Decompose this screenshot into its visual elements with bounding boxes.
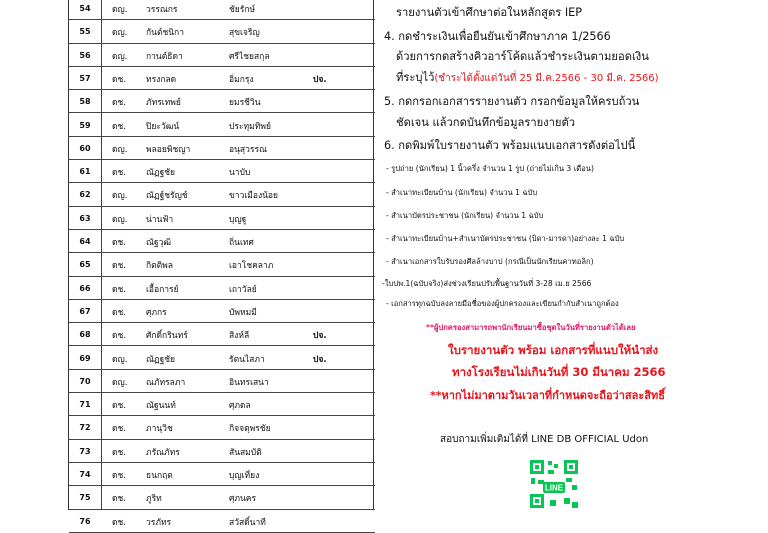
submission-deadline: ทางโรงเรียนไม่เกินวันที่ 30 มีนาคม 2566	[452, 365, 666, 379]
last-name: ถิ่นเทศ	[229, 238, 254, 248]
qr-code-icon	[528, 458, 580, 510]
doc-item: - สำเนาบัตรประชาชน (นักเรียน) จำนวน 1 ฉบับ	[386, 211, 544, 220]
table-row	[69, 20, 375, 43]
mark-label: ปจ.	[313, 74, 327, 85]
last-name: ชัยรักษ์	[229, 5, 256, 15]
first-name: ณัฏฐชัย	[146, 168, 176, 179]
name-prefix: ดช.	[112, 494, 126, 505]
name-prefix: ดญ.	[112, 214, 128, 225]
first-name: ภูริท	[146, 494, 162, 505]
student-roster-table	[68, 0, 374, 528]
last-name: เถาวัลย์	[229, 284, 257, 295]
row-number: 68	[79, 330, 91, 340]
name-prefix: ดช.	[112, 307, 126, 318]
row-number: 67	[79, 306, 91, 316]
name-prefix: ดช.	[112, 261, 126, 272]
last-name: สวัสดิ์นาที	[229, 517, 266, 528]
first-name: ภรัณภัทร	[146, 447, 180, 458]
first-name: ศุภกร	[146, 307, 167, 318]
row-number: 72	[79, 423, 91, 433]
table-row	[69, 277, 375, 300]
last-name: เอาโชคลาภ	[229, 261, 274, 272]
last-name: อินทรเสนา	[229, 377, 269, 388]
first-name: ภัทรเทพย์	[146, 98, 181, 109]
table-row	[69, 486, 375, 509]
row-number: 70	[79, 376, 91, 386]
table-row	[69, 347, 375, 370]
row-number: 54	[79, 4, 91, 13]
doc-item: - สำเนาทะเบียนบ้าน (นักเรียน) จำนวน 1 ฉบับ	[386, 188, 538, 197]
doc-item: -ใบปพ.1(ฉบับจริง)ส่งช่วงเรียนปรับพื้นฐานวันที่ 3-28 เม.ย 2566	[382, 279, 592, 288]
name-prefix: ดญ.	[112, 51, 128, 62]
name-prefix: ดช.	[112, 284, 126, 295]
name-prefix: ดญ.	[112, 354, 128, 365]
name-prefix: ดญ.	[112, 28, 128, 39]
first-name: วรภัทร	[146, 517, 172, 528]
last-name: บุญเที่ยง	[229, 471, 260, 481]
row-number: 57	[79, 73, 91, 83]
row-number: 75	[79, 493, 91, 503]
mark-label: ปจ.	[313, 354, 327, 365]
name-prefix: ดช.	[112, 331, 126, 342]
last-name: ยมรชีวิน	[229, 98, 261, 109]
line-qr-code[interactable]	[528, 458, 580, 510]
line-contact: สอบถามเพิ่มเติมได้ที่ LINE DB OFFICIAL Udon	[440, 434, 649, 445]
row-number: 66	[79, 283, 91, 293]
table-row	[69, 463, 375, 486]
last-name: อนุสุวรรณ	[229, 144, 267, 155]
last-name: กิจจตุพรชัย	[229, 424, 271, 435]
table-row	[69, 0, 375, 20]
first-name: กิตติพล	[146, 261, 173, 272]
first-name: ณภัทรลภา	[146, 377, 186, 388]
step-4-payment: 4. กดชำระเงินเพื่อยืนยันเข้าศึกษาภาค 1/2566	[384, 30, 611, 43]
name-prefix: ดช.	[112, 238, 126, 248]
table-row	[69, 440, 375, 463]
table-row	[69, 44, 375, 67]
name-prefix: ดช.	[112, 74, 126, 85]
step-5-detail: ชัดเจน แล้วกดบันทึกข้อมูลรายงายตัว	[396, 116, 576, 129]
first-name: ภานุวิช	[146, 424, 173, 435]
last-name: ศุภนคร	[229, 494, 257, 505]
first-name: ทรงกลด	[146, 74, 177, 85]
instructions-panel	[378, 0, 768, 510]
first-name: พลอยพิชญา	[146, 144, 191, 155]
payment-period: (ชำระได้ตั้งแต่วันที่ 25 มี.ค.2566 - 30 มี.ค. 2566)	[434, 73, 659, 84]
table-row	[69, 207, 375, 230]
table-row	[69, 67, 375, 90]
last-name: ประทุมทิพย์	[229, 121, 271, 132]
first-name: ปิยะวัฒน์	[146, 121, 180, 132]
table-row	[69, 393, 375, 416]
first-name: ณัฐนนท์	[146, 401, 176, 412]
name-prefix: ดญ.	[112, 144, 128, 155]
last-name: ศรีไชยสกุล	[229, 51, 270, 62]
table-row	[69, 114, 375, 137]
name-prefix: ดญ.	[112, 377, 128, 388]
first-name: วรรณกร	[146, 5, 178, 15]
doc-item: - รูปถ่าย (นักเรียน) 1 นิ้วครึ่ง จำนวน 1 รูป (ถ่ายไม่เกิน 3 เดือน)	[386, 164, 594, 173]
row-number: 64	[79, 237, 91, 246]
first-name: กานต์ธิดา	[146, 51, 183, 62]
row-number: 58	[79, 97, 91, 107]
doc-item: - เอกสารทุกฉบับลงลายมือชื่อของผู้ปกครองและเขียนกำกับสำเนาถูกต้อง	[386, 299, 619, 308]
doc-item: - สำเนาทะเบียนบ้าน+สำเนาบัตรประชาชน (บิดา-มารดา)อย่างละ 1 ฉบับ	[386, 234, 625, 243]
last-name: ศุภดล	[229, 401, 251, 412]
name-prefix: ดช.	[112, 447, 126, 458]
first-name: เอื้อการย์	[146, 284, 179, 295]
name-prefix: ดช.	[112, 424, 126, 435]
row-number: 60	[79, 143, 91, 153]
step-5-fill-form: 5. กดกรอกเอกสารรายงานตัว กรอกข้อมูลให้ครบถ้วน	[384, 95, 640, 108]
name-prefix: ดช.	[112, 471, 126, 481]
last-name: บัพหมมี	[229, 307, 257, 318]
last-name: รัตนไสภา	[229, 354, 265, 365]
table-row	[69, 300, 375, 323]
table-row	[69, 510, 375, 533]
table-row	[69, 183, 375, 206]
name-prefix: ดญ.	[112, 5, 128, 15]
row-number: 55	[79, 27, 91, 37]
step-6-print: 6. กดพิมพ์ใบรายงานตัว พร้อมแนบเอกสารดังต่อไปนี้	[384, 139, 636, 152]
forfeit-warning: **หากไม่มาตามวันเวลาที่กำหนดจะถือว่าสละสิทธิ์	[430, 389, 665, 402]
row-number: 65	[79, 260, 91, 270]
table-row	[69, 137, 375, 160]
row-number: 76	[79, 516, 91, 526]
row-number: 56	[79, 50, 91, 60]
first-name: กันต์ชนิกา	[146, 28, 184, 39]
last-name: บุญฐู	[229, 214, 247, 225]
name-prefix: ดช.	[112, 168, 126, 179]
row-number: 61	[79, 167, 91, 177]
name-prefix: ดญ.	[112, 191, 128, 202]
iep-report-line: รายงานตัวเข้าศึกษาต่อในหลักสูตร IEP	[396, 6, 582, 19]
row-number: 59	[79, 120, 91, 130]
submission-notice: ใบรายงานตัว พร้อม เอกสารที่แนบให้นำส่ง	[448, 343, 659, 357]
first-name: น่านฟ้า	[146, 214, 174, 225]
last-name: อิ่มกรุง	[229, 74, 254, 85]
first-name: ณัฐวุฒิ	[146, 238, 172, 248]
last-name: ขาวเมืองน้อย	[229, 191, 279, 202]
doc-item: - สำเนาเอกสารใบรับรองศีลล้างบาป (กรณีเป็นนักเรียนคาทอลิก)	[386, 257, 594, 266]
row-number: 69	[79, 353, 91, 363]
row-number: 63	[79, 213, 91, 223]
last-name: นาบับ	[229, 168, 251, 179]
row-number: 62	[79, 190, 91, 200]
table-row	[69, 230, 375, 253]
last-name: สิงห์ลี	[229, 331, 250, 342]
first-name: ศักดิ์กรินทร์	[146, 331, 188, 342]
step-4-dates: ที่ระบุไว้(ชำระได้ตั้งแต่วันที่ 25 มี.ค.2566 - 30 มี.ค. 2566)	[396, 71, 659, 84]
row-number: 73	[79, 446, 91, 456]
name-prefix: ดช.	[112, 517, 126, 528]
name-prefix: ดช.	[112, 98, 126, 109]
last-name: สันสมบัติ	[229, 447, 262, 458]
uniform-note: **ผู้ปกครองสามารถพานักเรียนมาซื้อชุดในวันที่รายงานตัวได้เลย	[426, 323, 636, 332]
table-row	[69, 90, 375, 113]
name-prefix: ดช.	[112, 401, 126, 412]
row-number: 71	[79, 400, 91, 410]
table-row	[69, 416, 375, 439]
first-name: ธนกฤต	[146, 471, 173, 481]
table-row	[69, 160, 375, 183]
first-name: ณัฏฐ์ชรัญช์	[146, 191, 188, 202]
last-name: สุขเจริญ	[229, 28, 260, 39]
name-prefix: ดช.	[112, 121, 126, 132]
table-row	[69, 323, 375, 346]
mark-label: ปจ.	[313, 331, 327, 342]
step-4-detail: ด้วยการกดสร้างคิวอาร์โค้ดแล้วชำระเงินตามยอดเงิน	[396, 50, 649, 63]
table-row	[69, 253, 375, 276]
row-number: 74	[79, 470, 91, 479]
table-row	[69, 370, 375, 393]
first-name: ณัฏฐชัย	[146, 354, 176, 365]
qr-line-label: LINE	[544, 483, 564, 493]
